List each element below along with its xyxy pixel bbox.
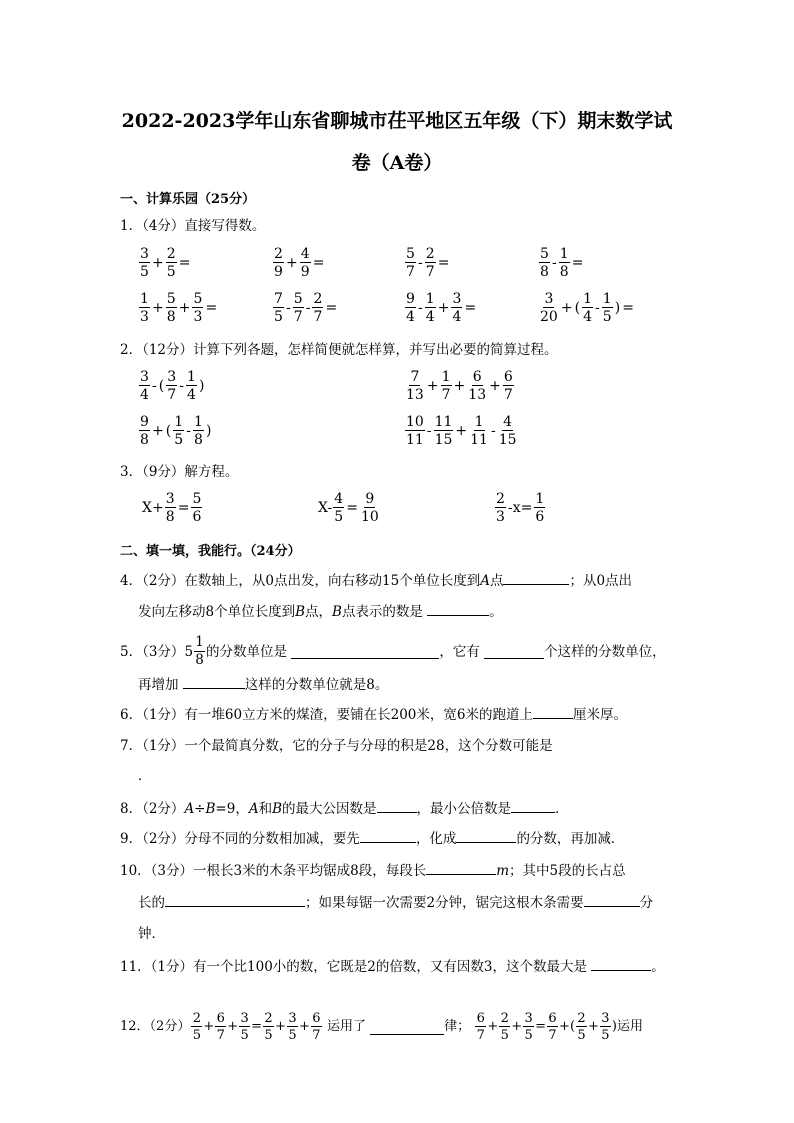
q1-expr-7: $\frac{9}{4}$ - $\frac{1}{4}$ + $\frac{3}{4}$ = [406,291,477,325]
q1-expr-3: $\frac{5}{7}$ - $\frac{2}{7}$ = [406,246,450,280]
q10-blank-3[interactable] [584,892,640,907]
question-10-line2: 长的 ；如果每锯一次需要2分钟，锯完这根木条需要 分 [138,892,653,913]
section-1-title: 一、计算乐园（25分） [120,192,256,207]
q10-blank-1[interactable] [426,860,496,875]
q10-blank-2[interactable] [165,892,305,907]
question-10-line3: 钟． [138,926,165,942]
q1-expr-5: $\frac{1}{3}$ + $\frac{5}{8}$ + $\frac{5}{3}$ = [140,291,218,325]
q9-blank-1[interactable] [360,828,416,843]
q3-equation-1: X+ $\frac{3}{8}$ = $\frac{5}{6}$ [142,491,202,525]
question-7-line2: ． [138,768,152,784]
question-4-line2: 发向左移动8个单位长度到B点，B点表示的数是 。 [138,601,503,622]
question-4-line1: 4．（2分）在数轴上，从0点出发，向右移动15个单位长度到A点 ；从0点出 [120,570,632,591]
q2-expr-2: $\frac{7}{13}$ + $\frac{1}{7}$ + $\frac{6}{13}$ + $\frac{6}{7}$ [406,369,513,403]
q3-equation-2: X- $\frac{4}{5}$ = $\frac{9}{10}$ [318,491,379,525]
section-2-title: 二、填一填，我能行。（24分） [120,544,301,559]
q11-blank[interactable] [591,956,651,971]
question-9: 9．（2分）分母不同的分数相加减，要先 ，化成 的分数，再加减． [120,828,624,849]
q2-expr-1: $\frac{3}{4}$ - ( $\frac{3}{7}$ - $\frac{1}{4}$ ) [140,369,205,403]
q2-expr-3: $\frac{9}{8}$ + ( $\frac{1}{5}$ - $\frac{1}{8}$ ) [140,414,212,448]
question-7-line1: 7．（1分）一个最简真分数，它的分子与分母的积是28，这个分数可能是 [120,738,553,754]
q4-blank-1[interactable] [503,570,569,585]
q1-expr-8: $\frac{3}{20}$ + ( $\frac{1}{4}$ - $\frac{1}{5}$ ) = [540,291,634,325]
exam-title-line1: 2022-2023学年山东省聊城市茌平地区五年级（下）期末数学试 [121,110,673,132]
q1-expr-2: $\frac{2}{9}$ + $\frac{4}{9}$ = [274,246,325,280]
q1-expr-6: $\frac{7}{5}$ - $\frac{5}{7}$ - $\frac{2}{7}$ = [274,291,338,325]
q4-blank-2[interactable] [427,601,489,616]
q9-blank-2[interactable] [456,828,516,843]
q5-blank-3[interactable] [183,674,245,689]
q2-expr-4: $\frac{10}{11}$ - $\frac{11}{15}$ + $\frac{1}{11}$ - $\frac{4}{15}$ [406,414,517,448]
q5-blank-1[interactable] [291,644,439,659]
q5-blank-2[interactable] [484,644,544,659]
question-8: 8．（2分）A÷B=9，A和B的最大公因数是 ，最小公倍数是 ． [120,798,569,819]
q12-blank[interactable] [370,1020,444,1035]
question-2-label: 2．（12分）计算下列各题，怎样简便就怎样算，并写出必要的简算过程。 [120,342,558,358]
q8-blank-1[interactable] [377,798,417,813]
question-1-label: 1．（4分）直接写得数。 [120,218,266,234]
q1-expr-4: $\frac{5}{8}$ - $\frac{1}{8}$ = [540,246,584,280]
question-11: 11．（1分）有一个比100小的数，它既是2的倍数，又有因数3，这个数最大是 。 [120,956,665,977]
question-5-line2: 再增加 这样的分数单位就是8。 [138,674,388,695]
q8-blank-2[interactable] [511,798,555,813]
exam-title-line2: 卷（A卷） [351,152,443,174]
question-6: 6．（1分）有一堆60立方米的煤渣，要铺在长200米，宽6米的跑道上 厘米厚。 [120,704,627,725]
q6-blank[interactable] [533,704,573,719]
q3-equation-3: $\frac{2}{3}$ -x= $\frac{1}{6}$ [496,491,545,525]
question-5-line1: 5．（3分） 5 $\frac{1}{8}$ 的分数单位是 ，它有 个这样的分数单位， [120,634,666,668]
question-10-line1: 10．（3分）一根长3米的木条平均锯成8段，每段长 m；其中5段的长占总 [120,860,626,881]
question-12: 12．（2分） $\frac{2}{5}$ + $\frac{6}{7}$ + $\frac{3}{5}$ = $\frac{2}{5}$ + $\frac{3}{5}$ + $\frac{6}{7}$ 运用了 律； $\frac{6}{7}$ + $\frac{2}{5}$ + $\frac{3}{5}$ = $\frac{6}{7}$ + ( $\frac{2}{5}$ + $\frac{3}{5}$ ) 运用 [120,1011,644,1043]
q1-expr-1: $\frac{3}{5}$ + $\frac{2}{5}$ = [140,246,191,280]
question-3-label: 3．（9分）解方程。 [120,464,239,480]
